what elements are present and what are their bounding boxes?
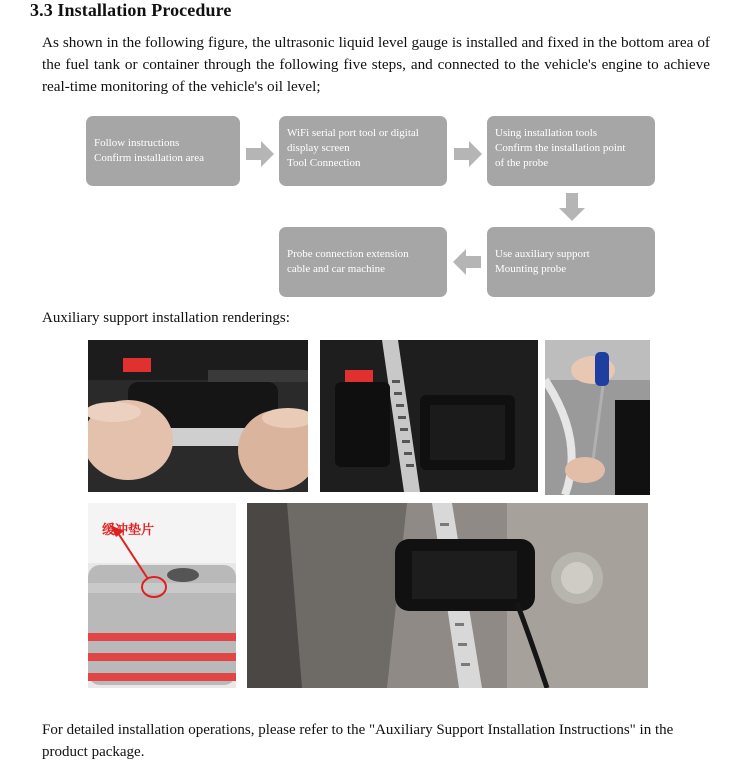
step-4-line2: Mounting probe	[495, 263, 567, 275]
step-3-line3: of the probe	[495, 157, 549, 169]
step-1-box	[86, 116, 240, 186]
photo-screwdriver	[545, 340, 650, 495]
step-5-line2: cable and car machine	[287, 263, 386, 275]
step-2-box	[279, 116, 447, 186]
photos-caption: Auxiliary support installation renderings:	[42, 310, 290, 326]
step-3-line2: Confirm the installation point	[495, 142, 626, 154]
arrow-down-icon	[559, 193, 585, 221]
step-2-line3: Tool Connection	[287, 157, 361, 169]
section-heading: 3.3 Installation Procedure	[30, 0, 232, 20]
step-3-box	[487, 116, 655, 186]
step-2-line1: WiFi serial port tool or digital	[287, 127, 419, 139]
step-4-line1: Use auxiliary support	[495, 248, 590, 260]
arrow-right-1-icon	[246, 141, 274, 167]
step-2-line2: display screen	[287, 142, 350, 154]
step-3-line1: Using installation tools	[495, 127, 598, 139]
photo-bracket-strap	[320, 340, 538, 492]
step-5-box	[279, 227, 447, 297]
tank-label: 缓冲垫片	[102, 523, 155, 538]
photo-hands-bracket	[88, 340, 308, 492]
footer-note: For detailed installation operations, please refer to the "Auxiliary Support Installation Instructions" in the product package.	[42, 722, 674, 760]
step-1-line1: Follow instructions	[94, 137, 180, 149]
step-4-box	[487, 227, 655, 297]
step-5-line1: Probe connection extension	[287, 248, 409, 260]
intro-paragraph: As shown in the following figure, the ultrasonic liquid level gauge is installed and fixed in the bottom area of the fuel tank or container through the following five steps, and connected to the vehicle's engine to achieve real-time monitoring of the vehicle's oil level;	[42, 34, 710, 95]
arrow-right-2-icon	[454, 141, 482, 167]
arrow-left-icon	[453, 249, 481, 275]
step-1-line2: Confirm installation area	[94, 152, 204, 164]
photo-installed-probe	[247, 503, 648, 688]
